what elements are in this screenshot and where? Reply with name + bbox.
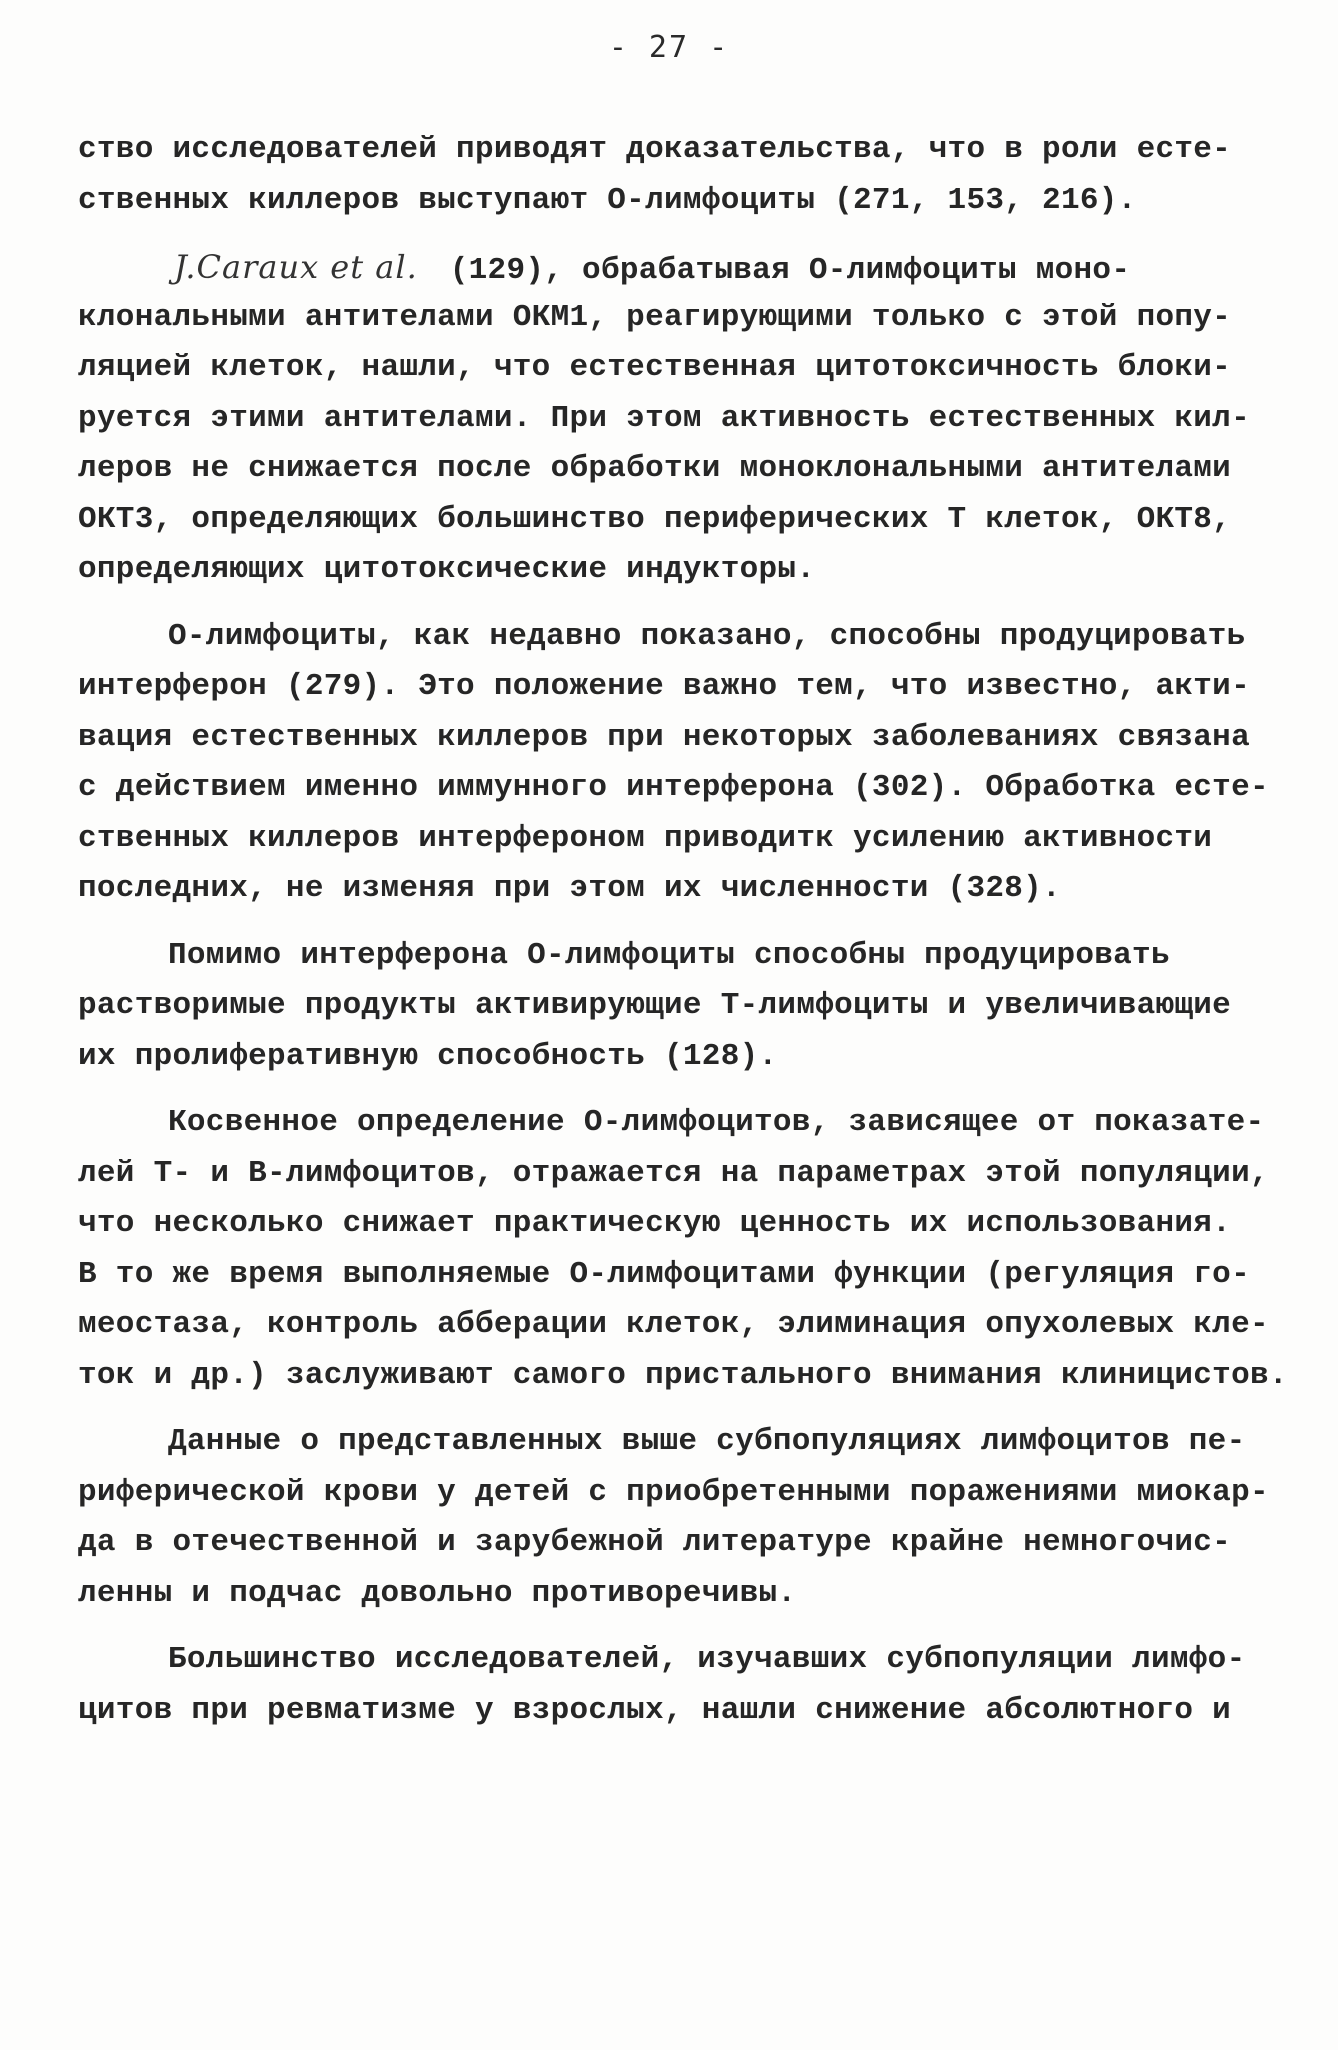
text-line: ственных киллеров выступают О-лимфоциты (271, 153, 216).	[78, 182, 1137, 218]
text-line: ток и др.) заслуживают самого пристального внимания клиницистов.	[78, 1357, 1288, 1393]
handwritten-annotation: J.Caraux et al.	[174, 248, 418, 286]
body-text	[78, 125, 1288, 1736]
text-line: Данные о представленных выше субпопуляциях лимфоцитов пе-	[168, 1424, 1246, 1459]
text-line: В то же время выполняемые О-лимфоцитами функции (регуляция го-	[78, 1256, 1250, 1292]
text-line: цитов при ревматизме у взрослых, нашли снижение абсолютного и	[78, 1692, 1232, 1728]
text-line: да в отечественной и зарубежной литературе крайне немногочис-	[78, 1525, 1232, 1560]
text-line: Помимо интерферона О-лимфоциты способны продуцировать	[168, 937, 1170, 973]
text-line: лей Т- и В-лимфоцитов, отражается на параметрах этой популяции,	[78, 1155, 1269, 1191]
text-line: клональными антителами ОКМ1, реагирующими только с этой попу-	[78, 299, 1232, 335]
text-line: леров не снижается после обработки моноклональными антителами	[78, 451, 1232, 486]
text-line: растворимые продукты активирующие Т-лимфоциты и увеличивающие	[78, 988, 1232, 1023]
text-line: что несколько снижает практическую ценность их использования.	[78, 1206, 1232, 1241]
text-line: меостаза, контроль абберации клеток, элиминация опухолевых кле-	[78, 1307, 1269, 1342]
text-line: ОКТ3, определяющих большинство периферических Т клеток, ОКТ8,	[78, 501, 1232, 537]
text-line: интерферон (279). Это положение важно тем, что известно, акти-	[78, 669, 1250, 704]
text-line: ленны и подчас довольно противоречивы.	[78, 1575, 797, 1611]
page-number: - 27 -	[608, 30, 730, 65]
text-line: с действием именно иммунного интерферона (302). Обработка есте-	[78, 770, 1269, 805]
text-line: ляцией клеток, нашли, что естественная цитотоксичность блоки-	[78, 350, 1232, 385]
text-line: ственных киллеров интерфероном приводитк усилению активности	[78, 820, 1213, 856]
text-line: руется этими антителами. При этом активность естественных кил-	[78, 400, 1250, 436]
text-line: их пролиферативную способность (128).	[78, 1038, 778, 1074]
text-line-tail: (129), обрабатывая О-лимфоциты моно-	[449, 253, 1131, 288]
text-line: вация естественных киллеров при некоторых заболеваниях связана	[78, 719, 1250, 755]
text-line: риферической крови у детей с приобретенными поражениями миокар-	[78, 1474, 1269, 1510]
text-line: последних, не изменяя при этом их численности (328).	[78, 871, 1061, 906]
text-line: ство исследователей приводят доказательства, что в роли есте-	[78, 132, 1232, 167]
text-line: О-лимфоциты, как недавно показано, способны продуцировать	[168, 618, 1246, 654]
text-line: определяющих цитотоксические индукторы.	[78, 552, 816, 587]
text-line: Косвенное определение О-лимфоцитов, зависящее от показате-	[168, 1105, 1265, 1140]
text-line: Большинство исследователей, изучавших субпопуляции лимфо-	[168, 1642, 1246, 1677]
text-line	[78, 242, 1273, 293]
